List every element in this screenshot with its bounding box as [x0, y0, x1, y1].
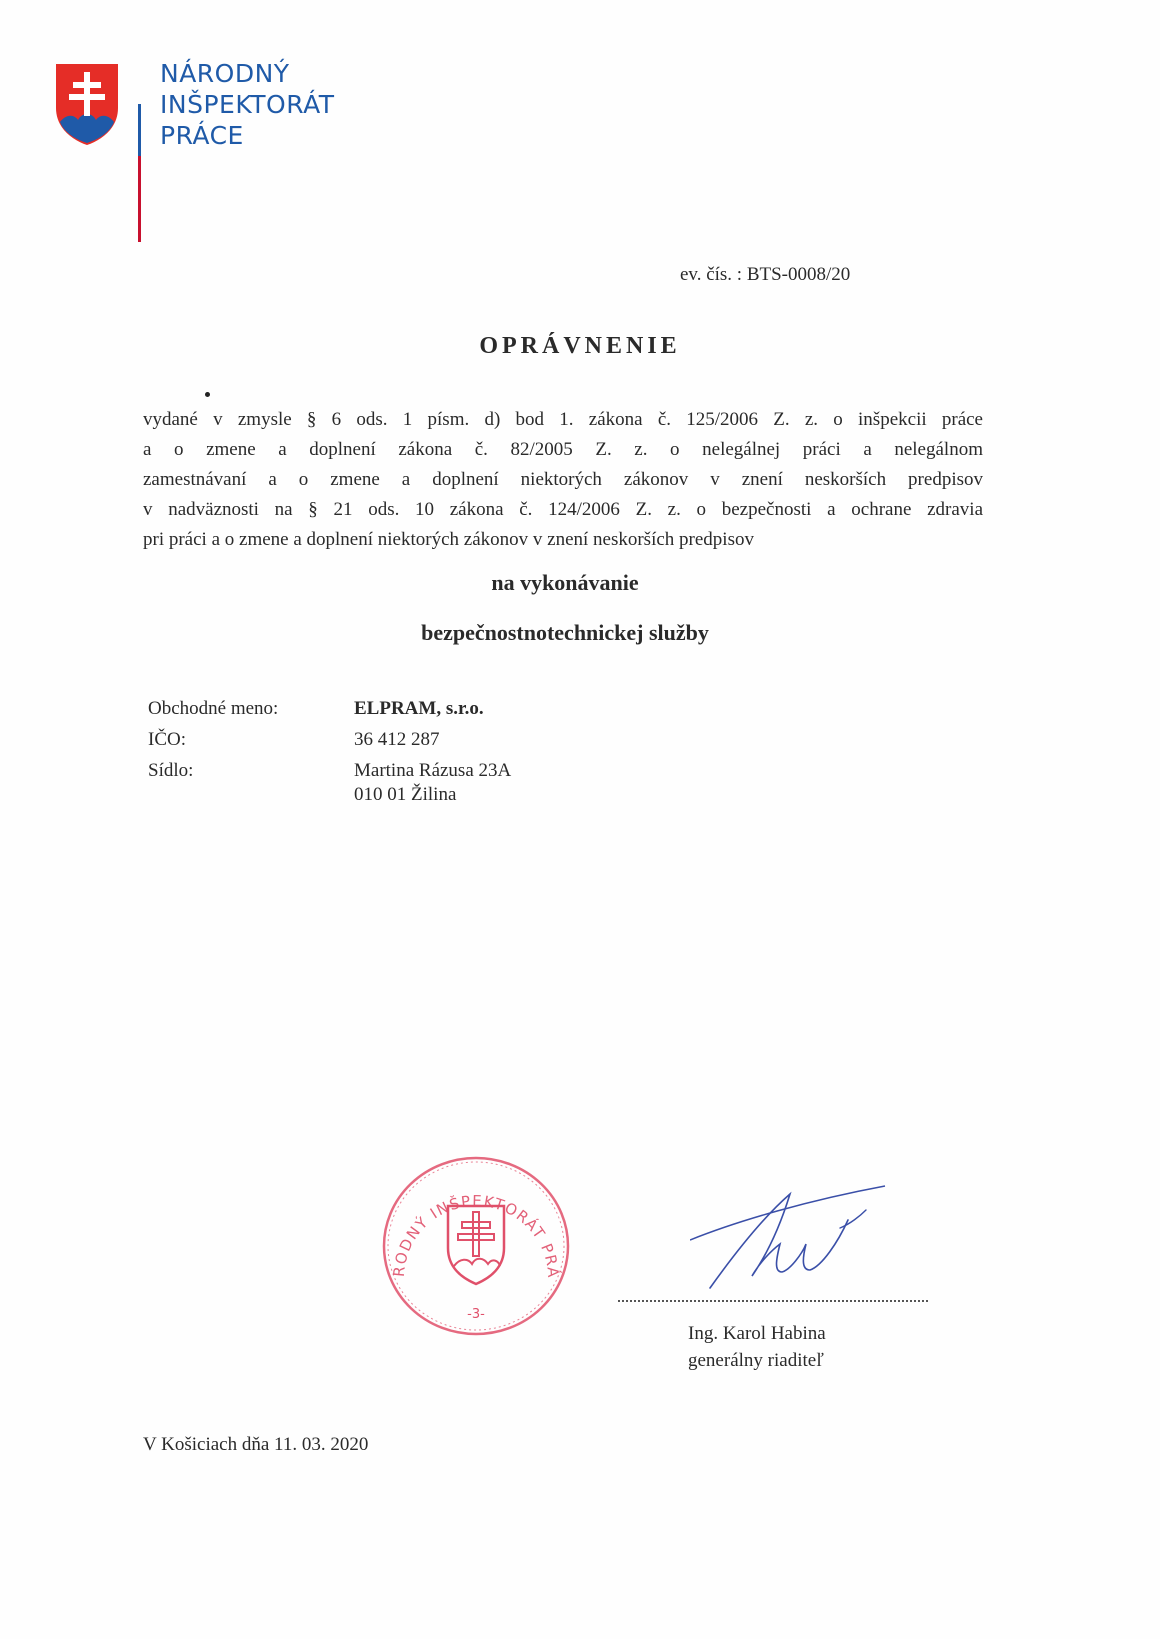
- document-title: OPRÁVNENIE: [479, 333, 681, 359]
- legal-line: vydané v zmysle § 6 ods. 1 písm. d) bod 1. zákona č. 125/2006 Z. z. o inšpekcii práce: [143, 409, 983, 430]
- subject-line1: na vykonávanie: [491, 570, 639, 595]
- company-seat-value: [354, 760, 511, 806]
- signer-position: generálny riaditeľ: [688, 1350, 824, 1371]
- logo-divider-blue: [138, 104, 141, 156]
- ink-dot: [205, 392, 210, 397]
- place-and-date: V Košiciach dňa 11. 03. 2020: [143, 1434, 369, 1455]
- company-ico-label: IČO:: [148, 729, 186, 750]
- stamp-seal-icon: [376, 1150, 576, 1340]
- signature-line: [618, 1300, 928, 1302]
- company-name-label: Obchodné meno:: [148, 698, 279, 719]
- org-name-line1: NÁRODNÝ: [160, 59, 290, 88]
- company-seat-city: 010 01 Žilina: [354, 784, 457, 805]
- signer-name: Ing. Karol Habina: [688, 1323, 826, 1344]
- company-ico-value: 36 412 287: [354, 729, 440, 750]
- official-stamp: [376, 1150, 576, 1340]
- legal-line: v nadväznosti na § 21 ods. 10 zákona č. 124/2006 Z. z. o bezpečnosti a ochrane zdravia: [143, 499, 983, 520]
- legal-line: pri práci a o zmene a doplnení niektorých zákonov v znení neskorších predpisov: [143, 529, 754, 550]
- signature-icon: [690, 1180, 890, 1300]
- org-name-line3: PRÁCE: [160, 121, 244, 150]
- slovak-coat-of-arms-icon: [54, 62, 120, 146]
- org-name: [160, 58, 335, 151]
- company-seat-street: Martina Rázusa 23A: [354, 760, 512, 781]
- legal-line: a o zmene a doplnení zákona č. 82/2005 Z. z. o nelegálnej práci a nelegálnom: [143, 439, 983, 460]
- stamp-number: -3-: [467, 1307, 485, 1322]
- stamp-text: RODNÝ INŠPEKTORÁT PRÁ: [389, 1191, 563, 1280]
- legal-paragraph: [143, 405, 983, 555]
- svg-text:NÁRODNÝ INŠPEKTORÁT PRÁCE: [376, 1150, 563, 1279]
- org-name-line2: INŠPEKTORÁT: [160, 90, 335, 119]
- reference-number: ev. čís. : BTS-0008/20: [680, 264, 851, 285]
- subject-line2: bezpečnostnotechnickej služby: [421, 620, 709, 645]
- nip-logo: [54, 59, 354, 182]
- signer-block: [688, 1320, 826, 1374]
- company-seat-label: Sídlo:: [148, 760, 194, 781]
- company-name-value: ELPRAM, s.r.o.: [354, 698, 484, 719]
- legal-line: zamestnávaní a o zmene a doplnení niektorých zákonov v znení neskorších predpisov: [143, 469, 983, 490]
